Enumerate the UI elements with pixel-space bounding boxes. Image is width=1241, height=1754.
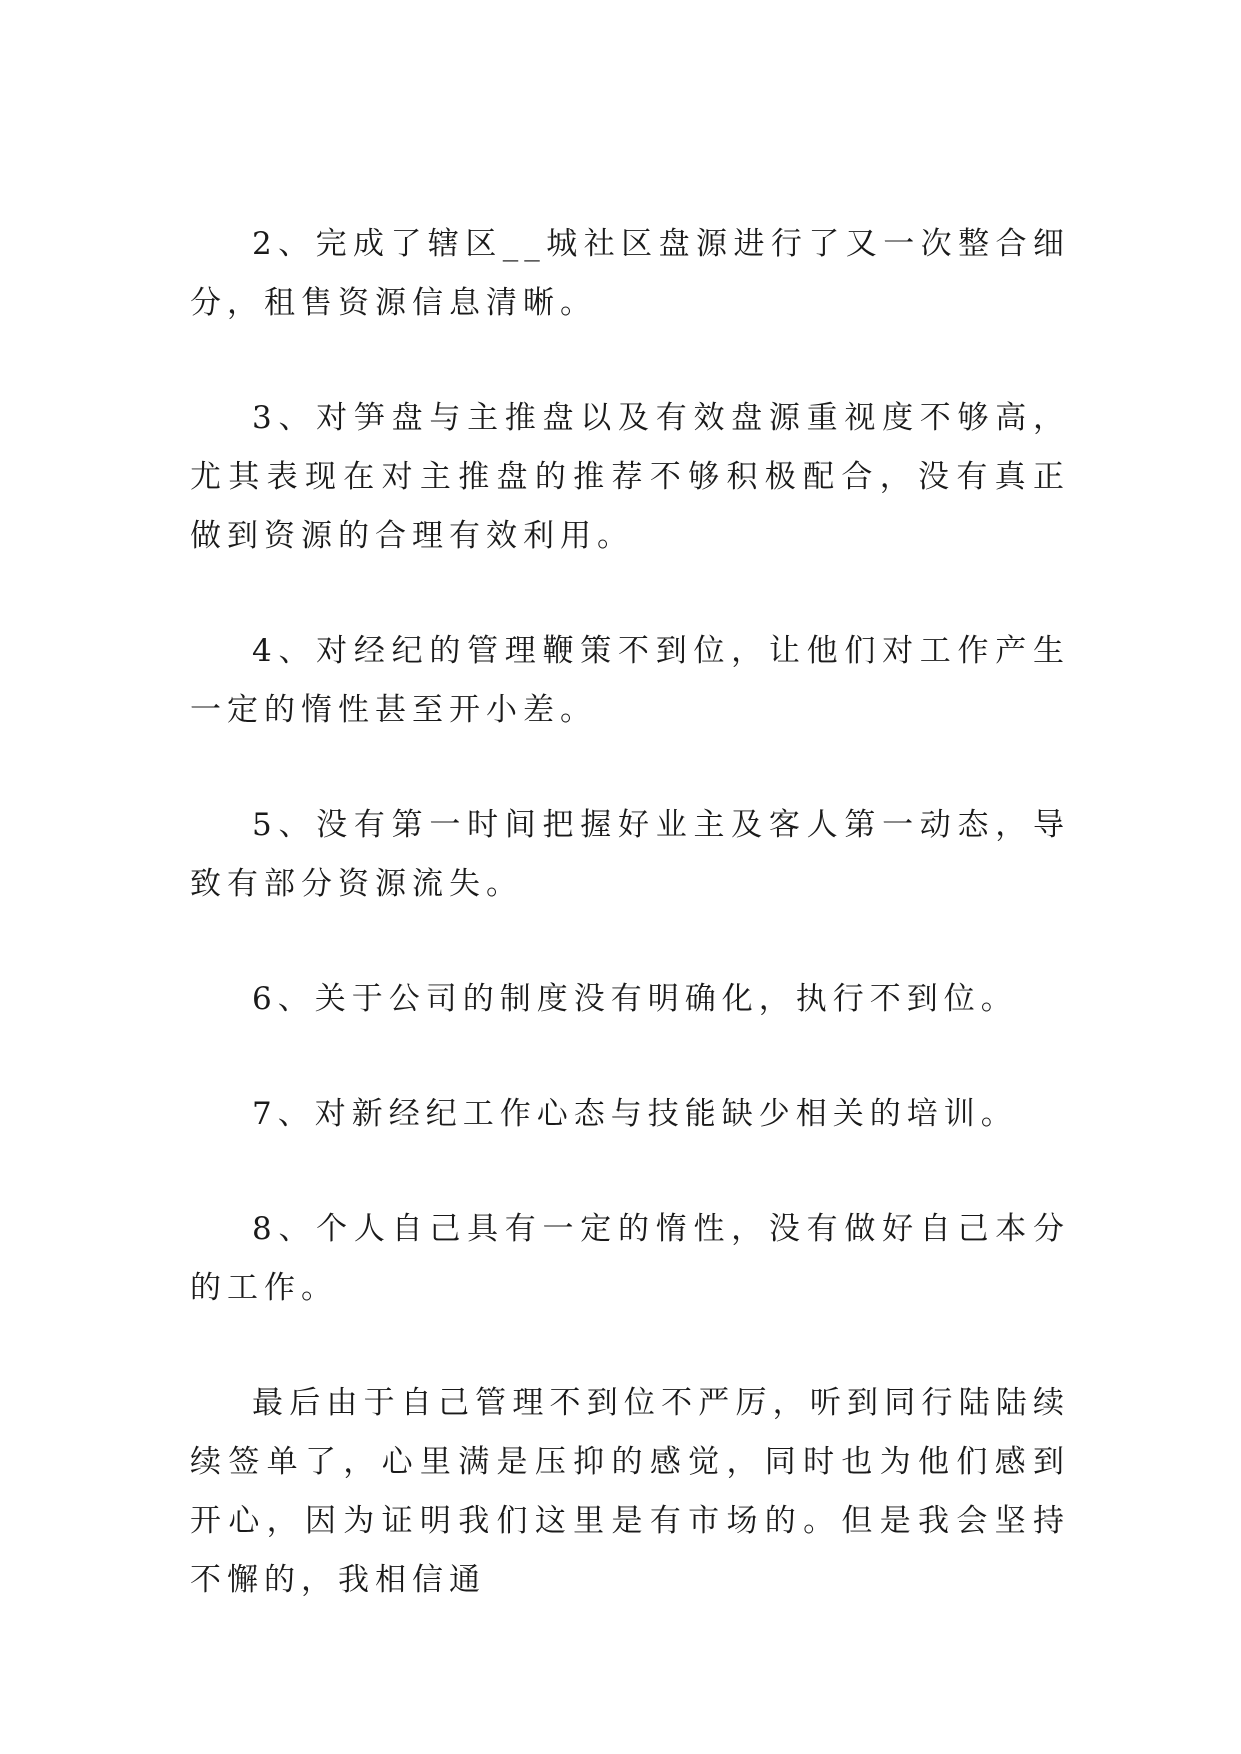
paragraph-item-2: 2、完成了辖区__城社区盘源进行了又一次整合细分，租售资源信息清晰。: [190, 226, 1070, 321]
paragraph-item-3: 3、对笋盘与主推盘以及有效盘源重视度不够高，尤其表现在对主推盘的推荐不够积极配合，没有真正做到资源的合理有效利用。: [190, 400, 1070, 554]
paragraph-item-4: 4、对经纪的管理鞭策不到位，让他们对工作产生一定的惰性甚至开小差。: [190, 633, 1070, 728]
paragraph-item-6: 6、关于公司的制度没有明确化，执行不到位。: [252, 981, 1018, 1017]
paragraph-conclusion: 最后由于自己管理不到位不严厉，听到同行陆陆续续签单了，心里满是压抑的感觉，同时也为他们感到开心，因为证明我们这里是有市场的。但是我会坚持不懈的，我相信通: [190, 1385, 1070, 1598]
paragraph-item-8: 8、个人自己具有一定的惰性，没有做好自己本分的工作。: [190, 1211, 1070, 1306]
paragraph-item-7: 7、对新经纪工作心态与技能缺少相关的培训。: [252, 1096, 1018, 1132]
document-body: [190, 215, 1070, 1666]
paragraph-item-5: 5、没有第一时间把握好业主及客人第一动态，导致有部分资源流失。: [190, 807, 1070, 902]
